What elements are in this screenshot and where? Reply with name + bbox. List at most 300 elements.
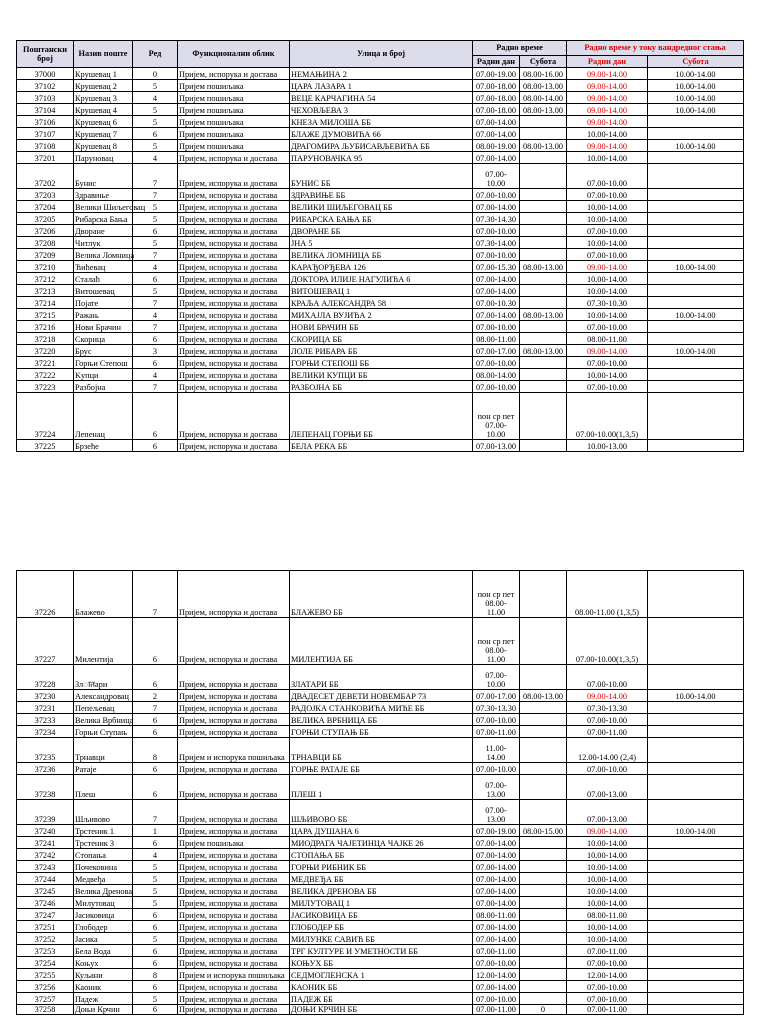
cell-saturday-hours	[520, 571, 567, 618]
table-row	[17, 68, 744, 80]
cell-rank: 6	[133, 921, 178, 933]
cell-emergency-saturday: 10.00-14.00	[648, 92, 744, 104]
cell-weekday-hours: 07.00-17.00	[473, 690, 520, 702]
cell-emergency-saturday	[648, 909, 744, 921]
table-row	[17, 237, 744, 249]
cell-office-name: Бела Вода	[74, 945, 133, 957]
cell-rank: 7	[133, 249, 178, 261]
cell-postal-code: 37256	[17, 981, 74, 993]
cell-street: ДОКТОРА ИЛИЈЕ НАГУЛИЋА 6	[290, 273, 473, 285]
header-postal-code: Поштански број	[17, 41, 74, 68]
cell-emergency-saturday: 10.00-14.00	[648, 690, 744, 702]
cell-weekday-hours: 07.00-18.00	[473, 104, 520, 116]
cell-function: Пријем, испорука и достава	[178, 981, 290, 993]
cell-street: БЛАЖЕВО ББ	[290, 571, 473, 618]
cell-weekday-hours: 07.30-13.30	[473, 702, 520, 714]
cell-street: ГОРЊИ СТЕПОШ ББ	[290, 357, 473, 369]
cell-rank: 0	[133, 68, 178, 80]
cell-weekday-hours: 07.00-14.00	[473, 861, 520, 873]
cell-rank: 6	[133, 618, 178, 665]
header-working-hours: Радно време	[473, 41, 567, 56]
cell-postal-code: 37241	[17, 837, 74, 849]
cell-street: ВИТОШЕВАЦ 1	[290, 285, 473, 297]
cell-office-name: Куљани	[74, 969, 133, 981]
cell-weekday-hours: пон ср пет 08.00- 11.00	[473, 618, 520, 665]
cell-office-name: Плеш	[74, 775, 133, 800]
table-row	[17, 873, 744, 885]
cell-saturday-hours: 08.00-13.00	[520, 140, 567, 152]
cell-postal-code: 37104	[17, 104, 74, 116]
cell-weekday-hours: 07.00-15.30	[473, 261, 520, 273]
cell-rank: 6	[133, 981, 178, 993]
cell-emergency-weekday: 10.00-14.00	[567, 285, 648, 297]
cell-emergency-saturday	[648, 321, 744, 333]
cell-street: МИЛУТОВАЦ 1	[290, 897, 473, 909]
table-row	[17, 921, 744, 933]
cell-function: Пријем, испорука и достава	[178, 345, 290, 357]
cell-emergency-weekday: 10.00-14.00	[567, 273, 648, 285]
cell-function: Пријем, испорука и достава	[178, 1005, 290, 1015]
cell-rank: 2	[133, 690, 178, 702]
cell-emergency-weekday: 07.00-10.00	[567, 981, 648, 993]
table-row	[17, 849, 744, 861]
cell-emergency-weekday: 07.00-11.00	[567, 1005, 648, 1015]
cell-office-name: Александровац	[74, 690, 133, 702]
cell-postal-code: 37215	[17, 309, 74, 321]
cell-rank: 6	[133, 945, 178, 957]
cell-saturday-hours: 08.00-16.00	[520, 68, 567, 80]
cell-emergency-weekday: 09.00-14.00	[567, 92, 648, 104]
cell-rank: 6	[133, 440, 178, 452]
table-2-body	[17, 571, 744, 1015]
cell-postal-code: 37247	[17, 909, 74, 921]
cell-saturday-hours	[520, 273, 567, 285]
cell-saturday-hours	[520, 897, 567, 909]
cell-postal-code: 37225	[17, 440, 74, 452]
cell-office-name: Почековина	[74, 861, 133, 873]
cell-postal-code: 37202	[17, 164, 74, 189]
cell-emergency-saturday	[648, 885, 744, 897]
cell-street: БЛАЖЕ ДУМОВИЋА 66	[290, 128, 473, 140]
cell-street: ГОРЊИ СТУПАЊ ББ	[290, 726, 473, 738]
cell-rank: 7	[133, 321, 178, 333]
table-row	[17, 825, 744, 837]
cell-emergency-weekday: 07.00-11.00	[567, 945, 648, 957]
cell-function: Пријем пошиљака	[178, 104, 290, 116]
cell-function: Пријем, испорука и достава	[178, 690, 290, 702]
cell-emergency-weekday: 10.00-14.00	[567, 128, 648, 140]
cell-weekday-hours: 07.00-10.30	[473, 297, 520, 309]
cell-function: Пријем, испорука и достава	[178, 152, 290, 164]
cell-emergency-saturday	[648, 116, 744, 128]
cell-rank: 6	[133, 357, 178, 369]
cell-rank: 7	[133, 571, 178, 618]
cell-postal-code: 37242	[17, 849, 74, 861]
cell-function: Пријем, испорука и достава	[178, 357, 290, 369]
cell-emergency-saturday: 10.00-14.00	[648, 68, 744, 80]
cell-weekday-hours: 07.00-18.00	[473, 92, 520, 104]
cell-street: ГОРЊИ РИБНИК ББ	[290, 861, 473, 873]
cell-emergency-weekday: 07.00-10.00	[567, 957, 648, 969]
cell-rank: 7	[133, 800, 178, 825]
cell-street: ТРНАВЦИ ББ	[290, 738, 473, 763]
cell-rank: 5	[133, 201, 178, 213]
cell-saturday-hours	[520, 189, 567, 201]
cell-rank: 6	[133, 837, 178, 849]
cell-emergency-weekday: 12.00-14.00	[567, 969, 648, 981]
table-row	[17, 213, 744, 225]
cell-saturday-hours	[520, 285, 567, 297]
cell-saturday-hours	[520, 873, 567, 885]
cell-postal-code: 37238	[17, 775, 74, 800]
cell-street: ВЕЛИКИ ШИЉЕГОВАЦ ББ	[290, 201, 473, 213]
cell-emergency-weekday: 10.00-14.00	[567, 933, 648, 945]
cell-saturday-hours	[520, 333, 567, 345]
table-row	[17, 201, 744, 213]
cell-weekday-hours: 07.00- 10.00	[473, 164, 520, 189]
cell-office-name: Паруновац	[74, 152, 133, 164]
cell-emergency-weekday: 07.00-10.00	[567, 249, 648, 261]
cell-street: КОЊУХ ББ	[290, 957, 473, 969]
table-row	[17, 571, 744, 618]
cell-office-name: Крушевац 2	[74, 80, 133, 92]
cell-postal-code: 37201	[17, 152, 74, 164]
cell-weekday-hours: 07.00- 13.00	[473, 775, 520, 800]
cell-function: Пријем, испорука и достава	[178, 714, 290, 726]
cell-street: МИХАЈЛА ВУЈИЋА 2	[290, 309, 473, 321]
table-row	[17, 618, 744, 665]
cell-postal-code: 37257	[17, 993, 74, 1005]
table-row	[17, 381, 744, 393]
cell-postal-code: 37223	[17, 381, 74, 393]
cell-office-name: Велика Дренова	[74, 885, 133, 897]
cell-street: РИБАРСКА БАЊА ББ	[290, 213, 473, 225]
table-row	[17, 933, 744, 945]
cell-office-name: Ражањ	[74, 309, 133, 321]
cell-street: БУНИС ББ	[290, 164, 473, 189]
header-emergency-saturday: Субота	[648, 56, 744, 68]
table-row	[17, 297, 744, 309]
table-row	[17, 261, 744, 273]
cell-postal-code: 37227	[17, 618, 74, 665]
cell-postal-code: 37209	[17, 249, 74, 261]
cell-weekday-hours: 07.00-14.00	[473, 309, 520, 321]
cell-office-name: Kупци	[74, 369, 133, 381]
cell-emergency-weekday: 09.00-14.00	[567, 825, 648, 837]
cell-office-name: Крушевац 6	[74, 116, 133, 128]
cell-emergency-saturday	[648, 861, 744, 873]
cell-postal-code: 37222	[17, 369, 74, 381]
cell-saturday-hours: 08.00-13.00	[520, 309, 567, 321]
table-row	[17, 981, 744, 993]
cell-saturday-hours	[520, 969, 567, 981]
cell-postal-code: 37221	[17, 357, 74, 369]
cell-postal-code: 37253	[17, 945, 74, 957]
cell-weekday-hours: 07.00-11.00	[473, 945, 520, 957]
cell-office-name: Велики Шиљеговац	[74, 201, 133, 213]
cell-emergency-weekday: 09.00-14.00	[567, 261, 648, 273]
table-row	[17, 225, 744, 237]
cell-rank: 4	[133, 92, 178, 104]
cell-rank: 4	[133, 309, 178, 321]
cell-office-name: Коњух	[74, 957, 133, 969]
cell-postal-code: 37230	[17, 690, 74, 702]
cell-rank: 6	[133, 333, 178, 345]
cell-street: ЦАРА ДУШАНА 6	[290, 825, 473, 837]
cell-postal-code: 37208	[17, 237, 74, 249]
cell-street: МЕДВЕЂА ББ	[290, 873, 473, 885]
cell-emergency-weekday: 10.00-14.00	[567, 837, 648, 849]
cell-emergency-weekday: 07.00-13.00	[567, 775, 648, 800]
cell-rank: 7	[133, 297, 178, 309]
table-row	[17, 775, 744, 800]
cell-emergency-saturday	[648, 152, 744, 164]
table-row	[17, 333, 744, 345]
cell-weekday-hours: пон ср пет 08.00- 11.00	[473, 571, 520, 618]
cell-rank: 5	[133, 993, 178, 1005]
cell-function: Пријем пошиљака	[178, 80, 290, 92]
cell-function: Пријем, испорука и достава	[178, 333, 290, 345]
cell-emergency-weekday: 07.00-10.00	[567, 763, 648, 775]
cell-emergency-saturday	[648, 738, 744, 763]
cell-rank: 6	[133, 763, 178, 775]
header-rank: Ред	[133, 41, 178, 68]
cell-saturday-hours	[520, 909, 567, 921]
cell-saturday-hours	[520, 933, 567, 945]
cell-emergency-saturday: 10.00-14.00	[648, 140, 744, 152]
cell-office-name: Брзеће	[74, 440, 133, 452]
cell-postal-code: 37218	[17, 333, 74, 345]
cell-rank: 7	[133, 189, 178, 201]
cell-weekday-hours: 07.00-10.00	[473, 993, 520, 1005]
cell-emergency-saturday	[648, 897, 744, 909]
cell-emergency-saturday	[648, 164, 744, 189]
cell-office-name: Разбојна	[74, 381, 133, 393]
cell-office-name: Велика Врбница	[74, 714, 133, 726]
cell-rank: 6	[133, 775, 178, 800]
cell-rank: 5	[133, 885, 178, 897]
cell-postal-code: 37216	[17, 321, 74, 333]
cell-weekday-hours: 07.00-13.00	[473, 440, 520, 452]
cell-saturday-hours	[520, 763, 567, 775]
cell-saturday-hours	[520, 128, 567, 140]
cell-function: Пријем, испорука и достава	[178, 297, 290, 309]
cell-function: Пријем, испорука и достава	[178, 993, 290, 1005]
cell-rank: 5	[133, 933, 178, 945]
cell-weekday-hours: 07.00-14.00	[473, 128, 520, 140]
cell-office-name: Појате	[74, 297, 133, 309]
table-row	[17, 321, 744, 333]
cell-rank: 6	[133, 726, 178, 738]
cell-postal-code: 37220	[17, 345, 74, 357]
cell-emergency-weekday: 12.00-14.00 (2,4)	[567, 738, 648, 763]
cell-emergency-weekday: 09.00-14.00	[567, 68, 648, 80]
cell-postal-code: 37231	[17, 702, 74, 714]
cell-function: Пријем, испорука и достава	[178, 775, 290, 800]
cell-street: ВЕЛИКА ВРБНИЦА ББ	[290, 714, 473, 726]
table-row	[17, 152, 744, 164]
cell-function: Пријем и испорука пошиљака	[178, 969, 290, 981]
cell-emergency-saturday: 10.00-14.00	[648, 261, 744, 273]
table-row	[17, 993, 744, 1005]
cell-postal-code: 37235	[17, 738, 74, 763]
cell-weekday-hours: 07.00-11.00	[473, 726, 520, 738]
cell-office-name: Крушевац 8	[74, 140, 133, 152]
cell-emergency-saturday	[648, 357, 744, 369]
cell-function: Пријем, испорука и достава	[178, 957, 290, 969]
cell-office-name: Дворане	[74, 225, 133, 237]
cell-weekday-hours: 08.00-11.00	[473, 333, 520, 345]
cell-office-name: Нови Брачин	[74, 321, 133, 333]
cell-function: Пријем, испорука и достава	[178, 321, 290, 333]
cell-weekday-hours: 07.00-14.00	[473, 921, 520, 933]
cell-rank: 5	[133, 873, 178, 885]
cell-weekday-hours: 07.30-14.00	[473, 237, 520, 249]
cell-emergency-weekday: 09.00-14.00	[567, 345, 648, 357]
cell-emergency-weekday: 07.00-10.00	[567, 993, 648, 1005]
cell-office-name: Здравиње	[74, 189, 133, 201]
cell-saturday-hours	[520, 321, 567, 333]
cell-office-name: Медвеђа	[74, 873, 133, 885]
cell-weekday-hours: 07.00-10.00	[473, 763, 520, 775]
cell-street: НЕМАЊИНА 2	[290, 68, 473, 80]
cell-rank: 5	[133, 897, 178, 909]
cell-emergency-saturday	[648, 381, 744, 393]
cell-function: Пријем, испорука и достава	[178, 309, 290, 321]
cell-office-name: Крушевац 1	[74, 68, 133, 80]
cell-function: Пријем и испорука пошиљака	[178, 738, 290, 763]
cell-office-name: Ћићевац	[74, 261, 133, 273]
cell-weekday-hours: 07.00-10.00	[473, 357, 520, 369]
header-saturday: Субота	[520, 56, 567, 68]
cell-postal-code: 37102	[17, 80, 74, 92]
cell-emergency-saturday: 10.00-14.00	[648, 345, 744, 357]
cell-function: Пријем, испорука и достава	[178, 273, 290, 285]
cell-saturday-hours	[520, 213, 567, 225]
cell-saturday-hours: 08.00-13.00	[520, 345, 567, 357]
cell-saturday-hours	[520, 381, 567, 393]
table-row	[17, 837, 744, 849]
cell-saturday-hours	[520, 861, 567, 873]
cell-emergency-weekday: 10.00-14.00	[567, 369, 648, 381]
cell-postal-code: 37252	[17, 933, 74, 945]
table-row	[17, 861, 744, 873]
cell-function: Пријем, испорука и достава	[178, 921, 290, 933]
cell-street: РАЗБОЈНА ББ	[290, 381, 473, 393]
header-function: Функционални облик	[178, 41, 290, 68]
cell-weekday-hours: 07.00-10.00	[473, 189, 520, 201]
cell-emergency-saturday	[648, 945, 744, 957]
cell-function: Пријем, испорука и достава	[178, 873, 290, 885]
cell-street: ДОЊИ КРЧИН ББ	[290, 1005, 473, 1015]
cell-saturday-hours	[520, 726, 567, 738]
cell-rank: 5	[133, 861, 178, 873]
cell-saturday-hours: 08.00-13.00	[520, 690, 567, 702]
cell-rank: 4	[133, 849, 178, 861]
cell-street: РАДОЈКА СТАНКОВИЋА МИЋЕ ББ	[290, 702, 473, 714]
cell-rank: 1	[133, 825, 178, 837]
cell-postal-code: 37224	[17, 393, 74, 440]
cell-saturday-hours	[520, 885, 567, 897]
cell-rank: 8	[133, 738, 178, 763]
cell-saturday-hours	[520, 618, 567, 665]
cell-saturday-hours: 08.00-14.00	[520, 92, 567, 104]
cell-function: Пријем, испорука и достава	[178, 897, 290, 909]
cell-office-name: Трнавци	[74, 738, 133, 763]
cell-weekday-hours: 07.00-14.00	[473, 201, 520, 213]
cell-office-name: Витошевац	[74, 285, 133, 297]
cell-saturday-hours	[520, 440, 567, 452]
cell-saturday-hours	[520, 945, 567, 957]
cell-emergency-weekday: 07.00-11.00	[567, 726, 648, 738]
cell-rank: 8	[133, 969, 178, 981]
cell-street: ТРГ КУЛТУРЕ И УМЕТНОСТИ ББ	[290, 945, 473, 957]
cell-office-name: Горњи Степош	[74, 357, 133, 369]
table-row	[17, 957, 744, 969]
cell-saturday-hours	[520, 116, 567, 128]
table-row	[17, 80, 744, 92]
cell-rank: 7	[133, 164, 178, 189]
cell-saturday-hours	[520, 393, 567, 440]
cell-emergency-weekday: 07.00-10.00	[567, 357, 648, 369]
cell-rank: 6	[133, 128, 178, 140]
table-row	[17, 969, 744, 981]
cell-emergency-weekday: 07.00-10.00	[567, 164, 648, 189]
cell-rank: 6	[133, 393, 178, 440]
cell-saturday-hours	[520, 921, 567, 933]
table-row	[17, 249, 744, 261]
cell-emergency-weekday: 10.00-14.00	[567, 237, 648, 249]
cell-weekday-hours: 07.00-10.00	[473, 225, 520, 237]
cell-weekday-hours: 07.00- 13.00	[473, 800, 520, 825]
cell-rank: 6	[133, 225, 178, 237]
cell-office-name: Трстеник 3	[74, 837, 133, 849]
cell-street: ЗДРАВИЊЕ ББ	[290, 189, 473, 201]
cell-street: КАРАЂОРЂЕВА 126	[290, 261, 473, 273]
cell-street: ДВАДЕСЕТ ДЕВЕТИ НОВЕМБАР 73	[290, 690, 473, 702]
post-office-table-2	[16, 570, 744, 1015]
cell-weekday-hours: 07.00-14.00	[473, 116, 520, 128]
cell-street: ВЕЛИКА ДРЕНОВА ББ	[290, 885, 473, 897]
table-row	[17, 128, 744, 140]
cell-emergency-weekday: 07.00-10.00(1,3,5)	[567, 618, 648, 665]
cell-postal-code: 37210	[17, 261, 74, 273]
cell-emergency-weekday: 10.00-14.00	[567, 201, 648, 213]
cell-saturday-hours	[520, 775, 567, 800]
cell-emergency-weekday: 08.00-11.00	[567, 333, 648, 345]
cell-street: МИОДРАГА ЧАЈЕТИНЦА ЧАЈКЕ 26	[290, 837, 473, 849]
cell-street: КНЕЗА МИЛОША ББ	[290, 116, 473, 128]
cell-saturday-hours	[520, 738, 567, 763]
cell-office-name: Читлук	[74, 237, 133, 249]
cell-emergency-saturday	[648, 714, 744, 726]
cell-weekday-hours: 07.00-17.00	[473, 345, 520, 357]
table-1-body	[17, 68, 744, 452]
cell-emergency-weekday: 09.00-14.00	[567, 104, 648, 116]
cell-emergency-weekday: 10.00-14.00	[567, 213, 648, 225]
cell-emergency-saturday	[648, 201, 744, 213]
cell-postal-code: 37239	[17, 800, 74, 825]
cell-weekday-hours: 07.00-14.00	[473, 273, 520, 285]
cell-postal-code: 37255	[17, 969, 74, 981]
cell-saturday-hours	[520, 369, 567, 381]
cell-emergency-weekday: 10.00-14.00	[567, 152, 648, 164]
table-row	[17, 345, 744, 357]
cell-office-name: Пепељевац	[74, 702, 133, 714]
cell-street: КАОНИК ББ	[290, 981, 473, 993]
cell-weekday-hours: пон ср пет 07.00- 10.00	[473, 393, 520, 440]
cell-emergency-weekday: 08.00-11.00 (1,3,5)	[567, 571, 648, 618]
